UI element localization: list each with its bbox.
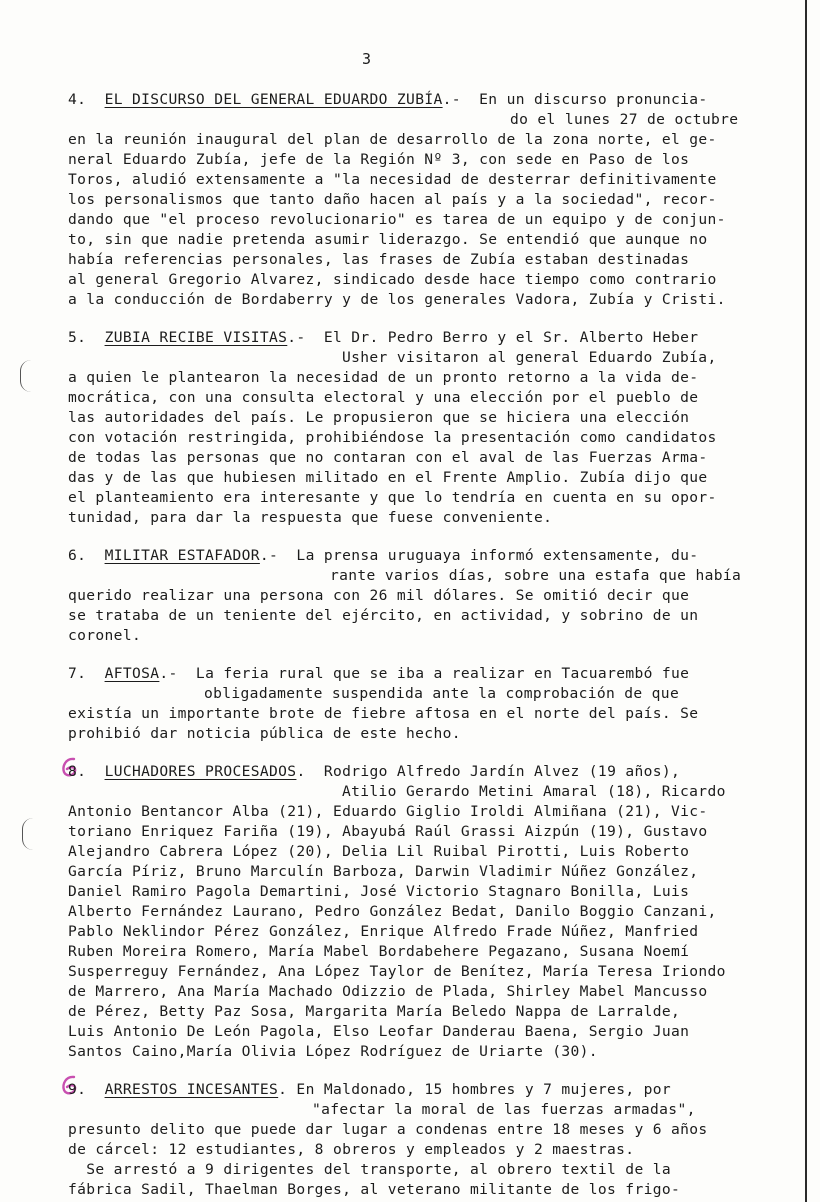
text-line: Usher visitaron al general Eduardo Zubía,: [342, 349, 717, 366]
text-line: fábrica Sadil, Thaelman Borges, al veterano militante de los frigo-: [68, 1181, 681, 1198]
section-heading: ARRESTOS INCESANTES: [104, 1081, 279, 1098]
section-9-heading-line: [68, 1080, 671, 1100]
margin-bracket-mark: [22, 818, 33, 850]
text-line: de todas las personas que no contaran con el aval de las Fuerzas Arma-: [68, 449, 708, 466]
section-heading-tail: .- En un discurso pronuncia-: [442, 91, 708, 108]
text-line: tunidad, para dar la respuesta que fuese conveniente.: [68, 509, 553, 526]
section-number: 9.: [68, 1081, 87, 1098]
text-line: dando que "el proceso revolucionario" es tarea de un equipo y de conjun-: [68, 211, 726, 228]
page-number: 3: [362, 50, 372, 68]
text-line: de Marrero, Ana María Machado Odizzio de Plada, Shirley Mabel Mancusso: [68, 983, 708, 1000]
section-heading: LUCHADORES PROCESADOS: [104, 763, 297, 780]
text-line: neral Eduardo Zubía, jefe de la Región Nº 3, con sede en Paso de los: [68, 151, 690, 168]
text-line: das y de las que hubiesen militado en el Frente Amplio. Zubía dijo que: [68, 469, 708, 486]
section-heading-tail: . En Maldonado, 15 hombres y 7 mujeres, por: [278, 1081, 672, 1098]
text-line: a quien le plantearon la necesidad de un pronto retorno a la vida de-: [68, 369, 699, 386]
section-heading: AFTOSA: [104, 665, 160, 682]
text-line: Pablo Neklindor Pérez González, Enrique Alfredo Frade Núñez, Manfried: [68, 923, 699, 940]
text-line: presunto delito que puede dar lugar a condenas entre 18 meses y 6 años: [68, 1121, 708, 1138]
text-line: existía un importante brote de fiebre aftosa en el norte del país. Se: [68, 705, 699, 722]
section-number: 8.: [68, 763, 87, 780]
section-7-heading-line: [68, 664, 689, 684]
section-number: 6.: [68, 547, 87, 564]
text-line: obligadamente suspendida ante la comprobación de que: [204, 685, 680, 702]
text-line: querido realizar una persona con 26 mil dólares. Se omitió decir que: [68, 587, 690, 604]
text-line: García Píriz, Bruno Marculín Barboza, Darwin Vladimir Núñez González,: [68, 863, 699, 880]
section-heading: EL DISCURSO DEL GENERAL EDUARDO ZUBÍA: [104, 91, 443, 108]
text-line: al general Gregorio Alvarez, sindicado desde hace tiempo como contrario: [68, 271, 717, 288]
text-line: había referencias personales, las frases de Zubía estaban destinadas: [68, 251, 690, 268]
text-line: Santos Caino,María Olivia López Rodríguez de Uriarte (30).: [68, 1043, 598, 1060]
text-line: Daniel Ramiro Pagola Demartini, José Victorio Stagnaro Bonilla, Luis: [68, 883, 690, 900]
text-line: de Pérez, Betty Paz Sosa, Margarita María Beledo Nappa de Larralde,: [68, 1003, 681, 1020]
text-line: do el lunes 27 de octubre: [510, 111, 739, 128]
text-line: Luis Antonio De León Pagola, Elso Leofar Danderau Baena, Sergio Juan: [68, 1023, 690, 1040]
text-line: Alejandro Cabrera López (20), Delia Lil Ruibal Pirotti, Luis Roberto: [68, 843, 690, 860]
text-line: prohibió dar noticia pública de este hecho.: [68, 725, 461, 742]
text-line: en la reunión inaugural del plan de desarrollo de la zona norte, el ge-: [68, 131, 717, 148]
text-line: to, sin que nadie pretenda asumir liderazgo. Se entendió que aunque no: [68, 231, 708, 248]
section-5-heading-line: [68, 328, 698, 348]
text-line: toriano Enriquez Fariña (19), Abayubá Raúl Grassi Aizpún (19), Gustavo: [68, 823, 708, 840]
text-line: Toros, aludió extensamente a "la necesidad de desterrar definitivamente: [68, 171, 717, 188]
text-line: Ruben Moreira Romero, María Mabel Bordabehere Pegazano, Susana Noemí: [68, 943, 690, 960]
section-heading-tail: .- La feria rural que se iba a realizar en Tacuarembó fue: [159, 665, 690, 682]
text-line: Atilio Gerardo Metini Amaral (18), Ricardo: [342, 783, 726, 800]
text-line: Susperreguy Fernández, Ana López Taylor de Benítez, María Teresa Iriondo: [68, 963, 726, 980]
text-line: los personalismos que tanto daño hacen al país y a la sociedad", recor-: [68, 191, 717, 208]
section-heading: ZUBIA RECIBE VISITAS: [104, 329, 288, 346]
section-number: 5.: [68, 329, 87, 346]
text-line: el planteamiento era interesante y que lo tendría en cuenta en su opor-: [68, 489, 717, 506]
text-line: se trataba de un teniente del ejército, en actividad, y sobrino de un: [68, 607, 699, 624]
section-heading: MILITAR ESTAFADOR: [104, 547, 260, 564]
text-line: coronel.: [68, 627, 142, 644]
text-line: a la conducción de Bordaberry y de los generales Vadora, Zubía y Cristi.: [68, 291, 726, 308]
text-line: "afectar la moral de las fuerzas armadas",: [312, 1101, 696, 1118]
page-edge-line: [805, 0, 807, 1202]
section-6-heading-line: [68, 546, 698, 566]
text-line: Se arrestó a 9 dirigentes del transporte, al obrero textil de la: [68, 1161, 671, 1178]
section-number: 4.: [68, 91, 87, 108]
text-line: las autoridades del país. Le propusieron que se hiciera una elección: [68, 409, 690, 426]
section-4-heading-line: [68, 90, 708, 110]
section-number: 7.: [68, 665, 87, 682]
section-heading-tail: .- El Dr. Pedro Berro y el Sr. Alberto Heber: [287, 329, 699, 346]
section-heading-tail: .- La prensa uruguaya informó extensamente, du-: [259, 547, 699, 564]
text-line: Alberto Fernández Laurano, Pedro González Bedat, Danilo Boggio Canzani,: [68, 903, 717, 920]
text-line: con votación restringida, prohibiéndose la presentación como candidatos: [68, 429, 717, 446]
margin-bracket-mark: [20, 360, 31, 392]
text-line: rante varios días, sobre una estafa que había: [330, 567, 742, 584]
section-heading-tail: . Rodrigo Alfredo Jardín Alvez (19 años),: [296, 763, 681, 780]
text-line: mocrática, con una consulta electoral y una elección por el pueblo de: [68, 389, 699, 406]
text-line: de cárcel: 12 estudiantes, 8 obreros y empleados y 2 maestras.: [68, 1141, 635, 1158]
text-line: Antonio Bentancor Alba (21), Eduardo Giglio Iroldi Almiñana (21), Vic-: [68, 803, 708, 820]
section-8-heading-line: [68, 762, 680, 782]
